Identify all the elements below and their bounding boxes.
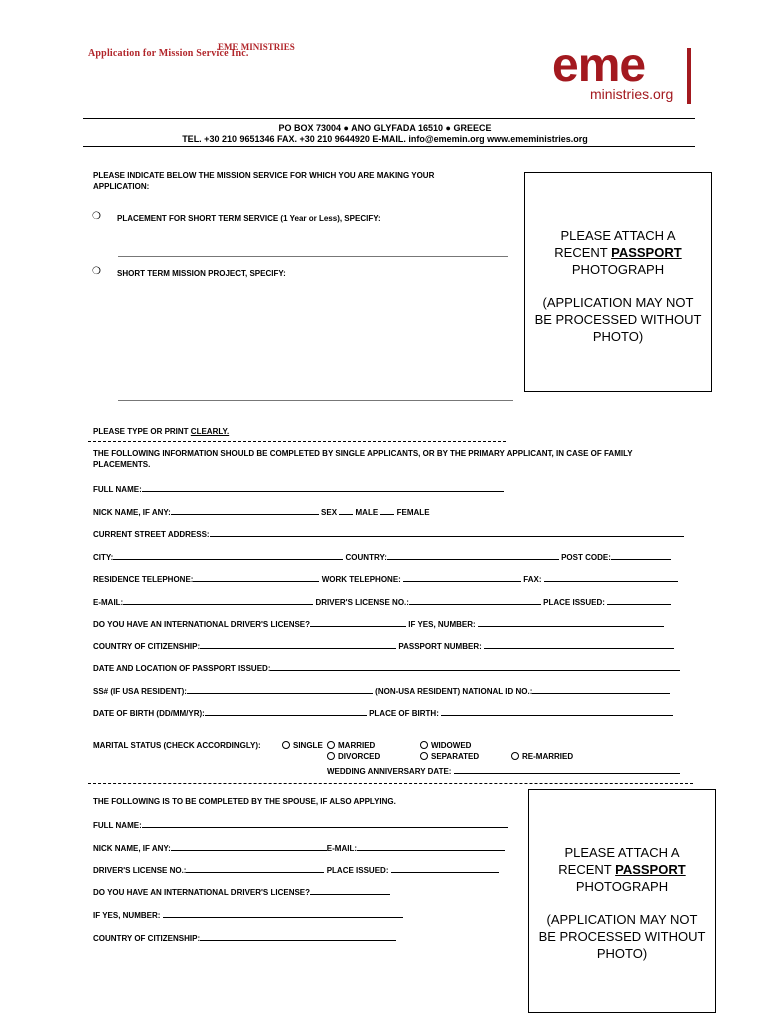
radio-remarried[interactable]: RE-MARRIED xyxy=(511,752,573,761)
spouse-place-issued-field[interactable] xyxy=(391,864,499,873)
ss-row: SS# (IF USA RESIDENT): (NON-USA RESIDENT) NATIONAL ID NO.: xyxy=(93,685,670,696)
spouse-citizenship-row: COUNTRY OF CITIZENSHIP: xyxy=(93,932,396,943)
photo-line6: PHOTO) xyxy=(592,329,644,344)
citizenship-field[interactable] xyxy=(200,640,396,649)
anniversary-row: WEDDING ANNIVERSARY DATE: xyxy=(327,765,680,776)
street-field[interactable] xyxy=(210,528,684,537)
full-name-row: FULL NAME: xyxy=(93,483,504,494)
circle-bullet-icon: ❍ xyxy=(92,266,101,277)
photo-line3: PHOTOGRAPH xyxy=(575,879,669,894)
country-field[interactable] xyxy=(387,551,559,560)
photo-box-primary xyxy=(524,172,712,392)
logo-sub: ministries.org xyxy=(590,86,674,102)
ministry-name-line1: EME MINISTRIES xyxy=(218,42,295,52)
street-row: CURRENT STREET ADDRESS: xyxy=(93,528,684,539)
email-field[interactable] xyxy=(123,596,313,605)
spouse-email-field[interactable] xyxy=(357,842,505,851)
mission-instruction: PLEASE INDICATE BELOW THE MISSION SERVICE FOR WHICH YOU ARE MAKING YOUR xyxy=(93,171,435,180)
citizenship-row: COUNTRY OF CITIZENSHIP: PASSPORT NUMBER: xyxy=(93,640,674,651)
photo-box-spouse xyxy=(528,789,716,1013)
spouse-if-yes-field[interactable] xyxy=(163,909,403,918)
radio-circle-icon xyxy=(511,752,519,760)
intl-license-field[interactable] xyxy=(310,618,406,627)
spouse-license-row: DRIVER'S LICENSE NO.: PLACE ISSUED: xyxy=(93,864,499,875)
intl-license-number-field[interactable] xyxy=(478,618,664,627)
photo-box-text xyxy=(529,844,715,962)
type-clearly: PLEASE TYPE OR PRINT CLEARLY. xyxy=(93,427,230,436)
intl-license-row: DO YOU HAVE AN INTERNATIONAL DRIVER'S LICENSE? IF YES, NUMBER: xyxy=(93,618,664,629)
full-name-field[interactable] xyxy=(142,483,504,492)
address-line: PO BOX 73004 ● ANO GLYFADA 16510 ● GREECE xyxy=(278,123,492,133)
radio-married[interactable]: MARRIED xyxy=(327,741,375,750)
radio-widowed[interactable]: WIDOWED xyxy=(420,741,471,750)
spouse-nick-row: NICK NAME, IF ANY: E-MAIL: xyxy=(93,842,505,853)
photo-line4: (APPLICATION MAY NOT xyxy=(542,295,694,310)
photo-line3: PHOTOGRAPH xyxy=(571,262,665,277)
option-short-term-service: PLACEMENT FOR SHORT TERM SERVICE (1 Year or Less), SPECIFY: xyxy=(117,214,381,223)
photo-line5: BE PROCESSED WITHOUT xyxy=(538,929,706,944)
contact-line: TEL. +30 210 9651346 FAX. +30 210 9644920 E-MAIL. info@ememin.org www.emeministries.org xyxy=(182,134,588,144)
spouse-full-name-field[interactable] xyxy=(142,819,508,828)
header-rule-bottom xyxy=(83,146,695,147)
drivers-license-field[interactable] xyxy=(409,596,541,605)
marital-label: MARITAL STATUS (CHECK ACCORDINGLY): xyxy=(93,741,261,750)
spouse-license-field[interactable] xyxy=(186,864,324,873)
section-divider-2 xyxy=(88,783,693,784)
circle-bullet-icon: ❍ xyxy=(92,211,101,222)
radio-circle-icon xyxy=(420,752,428,760)
logo xyxy=(548,39,700,106)
photo-box-text xyxy=(525,227,711,345)
spouse-citizenship-field[interactable] xyxy=(200,932,396,941)
work-tel-field[interactable] xyxy=(403,573,521,582)
telephone-row: RESIDENCE TELEPHONE: WORK TELEPHONE: FAX: xyxy=(93,573,678,584)
city-row: CITY: COUNTRY: POST CODE: xyxy=(93,551,671,562)
fax-field[interactable] xyxy=(544,573,678,582)
photo-line1: PLEASE ATTACH A xyxy=(560,228,676,243)
photo-line5: BE PROCESSED WITHOUT xyxy=(534,312,702,327)
logo-word: eme xyxy=(552,39,646,92)
post-code-field[interactable] xyxy=(611,551,671,560)
pob-field[interactable] xyxy=(441,707,673,716)
section-divider-1 xyxy=(88,441,506,442)
nick-name-field[interactable] xyxy=(171,506,319,515)
primary-intro-2: PLACEMENTS. xyxy=(93,460,151,469)
spouse-intl-license-row: DO YOU HAVE AN INTERNATIONAL DRIVER'S LICENSE? xyxy=(93,886,390,897)
radio-circle-icon xyxy=(327,741,335,749)
spouse-if-yes-row: IF YES, NUMBER: xyxy=(93,909,403,920)
radio-divorced[interactable]: DIVORCED xyxy=(327,752,380,761)
passport-number-field[interactable] xyxy=(484,640,674,649)
national-id-field[interactable] xyxy=(532,685,670,694)
nick-name-row: NICK NAME, IF ANY: SEX MALE FEMALE xyxy=(93,508,430,517)
anniversary-field[interactable] xyxy=(454,765,680,774)
radio-circle-icon xyxy=(327,752,335,760)
spouse-intro: THE FOLLOWING IS TO BE COMPLETED BY THE SPOUSE, IF ALSO APPLYING. xyxy=(93,797,396,806)
email-row: E-MAIL: DRIVER'S LICENSE NO.: PLACE ISSUED: xyxy=(93,596,671,607)
photo-line6: PHOTO) xyxy=(596,946,648,961)
photo-line2: RECENT PASSPORT xyxy=(558,862,686,877)
photo-line1: PLEASE ATTACH A xyxy=(564,845,680,860)
city-field[interactable] xyxy=(113,551,343,560)
spouse-nick-field[interactable] xyxy=(171,842,327,851)
sex-field[interactable] xyxy=(339,506,353,515)
mission-instruction-2: APPLICATION: xyxy=(93,182,150,191)
male-field[interactable] xyxy=(380,506,394,515)
res-tel-field[interactable] xyxy=(193,573,319,582)
option-mission-project: SHORT TERM MISSION PROJECT, SPECIFY: xyxy=(117,269,286,278)
dob-field[interactable] xyxy=(205,707,367,716)
radio-single[interactable]: SINGLE xyxy=(282,741,323,750)
radio-circle-icon xyxy=(420,741,428,749)
option2-specify-line[interactable] xyxy=(118,400,513,401)
ministry-name-line2: Application for Mission Service Inc. xyxy=(88,48,249,59)
header-rule-top xyxy=(83,118,695,119)
logo-bar xyxy=(687,48,691,104)
radio-circle-icon xyxy=(282,741,290,749)
passport-issued-row: DATE AND LOCATION OF PASSPORT ISSUED: xyxy=(93,662,680,673)
radio-separated[interactable]: SEPARATED xyxy=(420,752,479,761)
option1-specify-line[interactable] xyxy=(118,256,508,257)
photo-line2: RECENT PASSPORT xyxy=(554,245,682,260)
ss-field[interactable] xyxy=(187,685,373,694)
dob-row: DATE OF BIRTH (DD/MM/YR): PLACE OF BIRTH: xyxy=(93,707,673,718)
place-issued-field[interactable] xyxy=(607,596,671,605)
spouse-intl-license-field[interactable] xyxy=(310,886,390,895)
primary-intro: THE FOLLOWING INFORMATION SHOULD BE COMPLETED BY SINGLE APPLICANTS, OR BY THE PRIMARY APPLICANT, IN CASE OF FAMILY xyxy=(93,449,633,458)
photo-line4: (APPLICATION MAY NOT xyxy=(546,912,698,927)
spouse-full-name-row: FULL NAME: xyxy=(93,819,508,830)
passport-issued-field[interactable] xyxy=(270,662,680,671)
